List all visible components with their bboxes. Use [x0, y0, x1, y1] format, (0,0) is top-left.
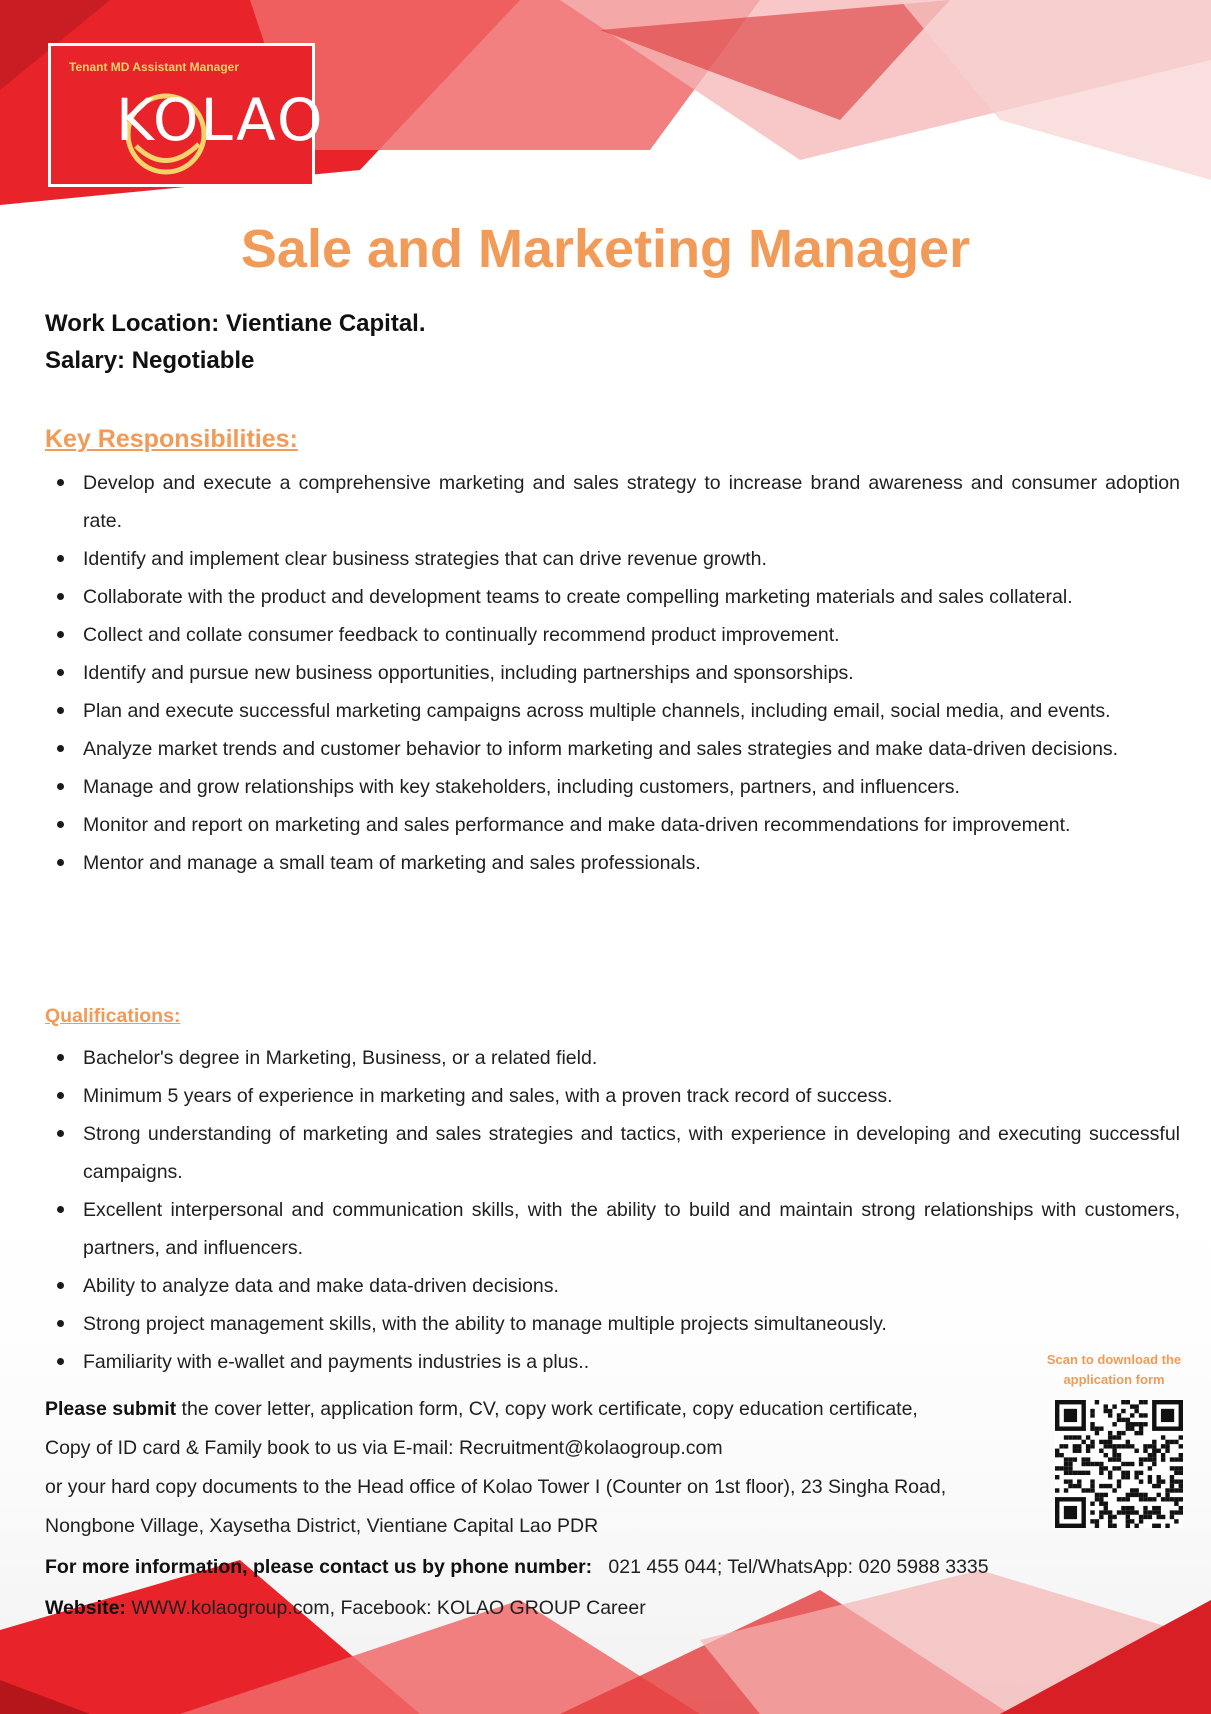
submission-line-2: Copy of ID card & Family book to us via E-mail: Recruitment@kolaogroup.com — [45, 1437, 723, 1459]
work-location: Work Location: Vientiane Capital. — [45, 310, 426, 337]
submission-line-3: or your hard copy documents to the Head office of Kolao Tower I (Counter on 1st floor), 23 Singha Road, — [45, 1476, 947, 1498]
submission-info — [45, 1390, 1045, 1546]
phone-number: 021 455 044; Tel/WhatsApp: 020 5988 3335 — [608, 1556, 989, 1578]
salary: Salary: Negotiable — [45, 347, 255, 374]
website-label: Website: — [45, 1597, 126, 1619]
list-item: Develop and execute a comprehensive marketing and sales strategy to increase brand awareness and consumer adoption rate. — [45, 464, 1180, 540]
list-item: Identify and pursue new business opportunities, including partnerships and sponsorships. — [45, 654, 1180, 692]
responsibilities-list — [45, 464, 1180, 882]
responsibilities-heading: Key Responsibilities: — [45, 425, 298, 453]
list-item: Familiarity with e-wallet and payments industries is a plus.. — [45, 1343, 983, 1381]
list-item: Collaborate with the product and development teams to create compelling marketing materials and sales collateral. — [45, 578, 1180, 616]
list-item: Minimum 5 years of experience in marketing and sales, with a proven track record of success. — [45, 1077, 1180, 1115]
job-title: Sale and Marketing Manager — [240, 219, 971, 279]
qr-label: Scan to download the application form — [1046, 1352, 1182, 1387]
qr-code-icon[interactable] — [1055, 1400, 1183, 1528]
company-logo — [48, 43, 325, 187]
logo-wordmark: KOLAO — [116, 86, 325, 154]
list-item: Strong understanding of marketing and sales strategies and tactics, with experience in developing and executing successful campaigns. — [45, 1115, 1180, 1191]
website-link[interactable]: WWW.kolaogroup.com, Facebook: KOLAO GROUP Career — [125, 1597, 646, 1619]
list-item: Manage and grow relationships with key stakeholders, including customers, partners, and influencers. — [45, 768, 1180, 806]
list-item: Analyze market trends and customer behavior to inform marketing and sales strategies and make data-driven decisions. — [45, 730, 1180, 768]
qualifications-heading: Qualifications: — [45, 1005, 181, 1027]
list-item: Excellent interpersonal and communication skills, with the ability to build and maintain strong relationships with customers, partners, and influencers. — [45, 1191, 1180, 1267]
list-item: Ability to analyze data and make data-driven decisions. — [45, 1267, 1180, 1305]
submit-lead: Please submit — [45, 1398, 177, 1420]
logo-tagline: Tenant MD Assistant Manager — [69, 60, 240, 74]
website-contact — [45, 1597, 646, 1620]
submission-line-4: Nongbone Village, Xaysetha District, Vientiane Capital Lao PDR — [45, 1515, 599, 1537]
list-item: Monitor and report on marketing and sales performance and make data-driven recommendations for improvement. — [45, 806, 1180, 844]
list-item: Bachelor's degree in Marketing, Business, or a related field. — [45, 1039, 1180, 1077]
list-item: Identify and implement clear business strategies that can drive revenue growth. — [45, 540, 1180, 578]
list-item: Collect and collate consumer feedback to continually recommend product improvement. — [45, 616, 1180, 654]
phone-label: For more information, please contact us by phone number: — [45, 1556, 593, 1578]
list-item: Plan and execute successful marketing campaigns across multiple channels, including email, social media, and events. — [45, 692, 1180, 730]
list-item: Strong project management skills, with the ability to manage multiple projects simultaneously. — [45, 1305, 1180, 1343]
list-item: Mentor and manage a small team of marketing and sales professionals. — [45, 844, 1180, 882]
qualifications-list — [45, 1039, 1180, 1381]
phone-contact — [45, 1556, 989, 1579]
submission-line-1: Please submit the cover letter, application form, CV, copy work certificate, copy education certificate, — [45, 1398, 918, 1420]
